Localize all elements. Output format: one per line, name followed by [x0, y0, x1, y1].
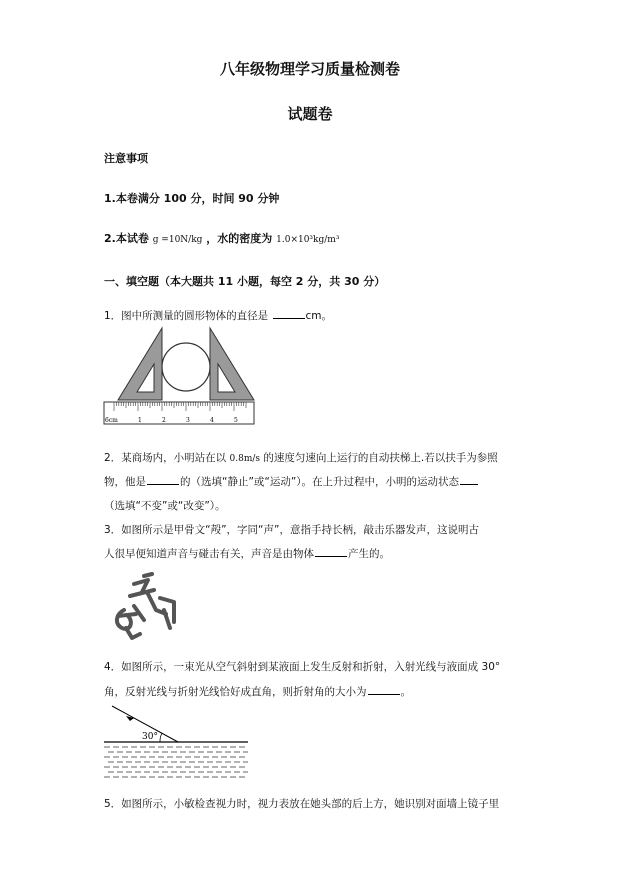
water-density: 1.0×10³kg/m³ — [276, 235, 340, 245]
ruler-label-4: 4 — [210, 417, 214, 424]
exam-title: 八年级物理学习质量检测卷 — [219, 60, 400, 78]
question-2-line-3: （选填“不变”或“改变”）。 — [104, 500, 226, 512]
q4-text-2: 。 — [400, 686, 411, 698]
q1-unit: cm。 — [305, 310, 333, 322]
q2-text-1: 2．某商场内，小明站在以 — [104, 452, 230, 464]
q1-blank[interactable] — [273, 309, 305, 319]
question-2-line-1 — [104, 450, 524, 465]
q2-speed: 0.8m/s — [229, 454, 261, 464]
liquid-body — [104, 747, 248, 777]
q2-text-2: 的速度匀速向上运行的自动扶梯上.若以扶手为参照 — [260, 452, 498, 464]
q2-blank-2[interactable] — [460, 475, 478, 485]
angle-label: 30° — [142, 732, 158, 742]
question-3-line-1: 3．如图所示是甲骨文“殸”，字同“声”，意指手持长柄，敲击乐器发声，这说明古 — [104, 524, 479, 536]
q3-text-1: 人很早便知道声音与碰击有关，声音是由物体 — [104, 548, 314, 560]
ruler-label-2: 2 — [162, 417, 166, 424]
ruler-figure — [102, 326, 258, 428]
refraction-figure — [104, 702, 250, 784]
round-object — [162, 343, 210, 391]
ray-arrow — [126, 716, 134, 721]
exam-subtitle: 试题卷 — [287, 105, 333, 123]
gravity-constant: g =10N/kg — [152, 235, 203, 245]
notice-heading: 注意事项 — [104, 152, 148, 165]
q2-blank-1[interactable] — [147, 475, 179, 485]
q4-text-1: 角，反射光线与折射光线恰好成直角，则折射角的大小为 — [104, 686, 367, 698]
q3-text-2: 产生的。 — [348, 548, 390, 560]
ruler-label-1: 1 — [138, 417, 142, 424]
question-1 — [104, 308, 524, 323]
q2-text-4: 的（选填“静止”或“运动”）。在上升过程中，小明的运动状态 — [180, 476, 460, 488]
notice-item-2 — [104, 230, 524, 246]
angle-arc — [160, 733, 162, 742]
oracle-bone-character-figure — [104, 570, 184, 642]
notice-item-1: 1.本卷满分 100 分，时间 90 分钟 — [104, 192, 280, 205]
q1-text: 1．图中所测量的圆形物体的直径是 — [104, 310, 272, 322]
notice-item-2-mid: ，水的密度为 — [206, 232, 273, 245]
question-4-line-1: 4．如图所示，一束光从空气斜射到某液面上发生反射和折射，入射光线与液面成 30° — [104, 661, 501, 673]
question-5-line-1: 5．如图所示，小敏检查视力时，视力表放在她头部的后上方，她识别对面墙上镜子里 — [104, 798, 500, 810]
question-4-line-2 — [104, 684, 524, 699]
ruler-label-3: 3 — [186, 417, 190, 424]
ruler-label-5: 5 — [234, 417, 238, 424]
ruler-label-0: 6cm — [105, 417, 118, 424]
notice-item-2-pre: 2.本试卷 — [104, 232, 149, 245]
q3-blank[interactable] — [315, 547, 347, 557]
question-3-line-2 — [104, 546, 524, 561]
section-1-heading: 一、填空题（本大题共 11 小题，每空 2 分，共 30 分） — [104, 275, 386, 288]
q2-text-3: 物，他是 — [104, 476, 146, 488]
q4-blank[interactable] — [368, 685, 400, 695]
question-2-line-2 — [104, 474, 524, 489]
